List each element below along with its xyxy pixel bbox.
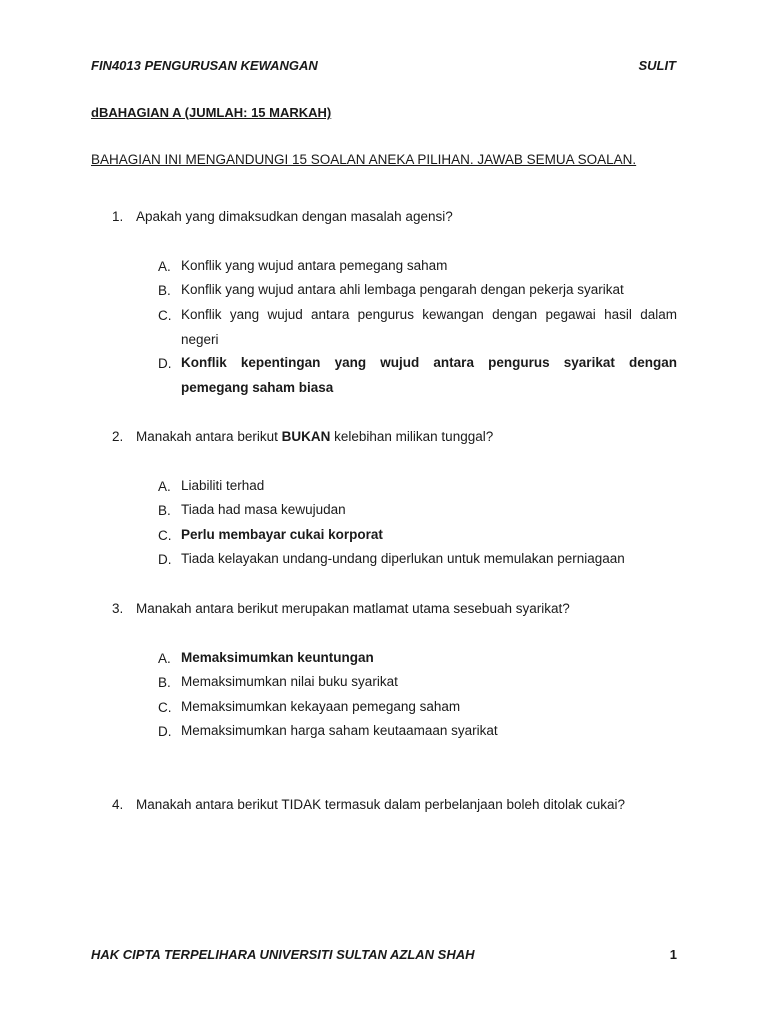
question-text: Apakah yang dimaksudkan dengan masalah agensi? bbox=[136, 209, 453, 224]
option-text: Konflik yang wujud antara ahli lembaga pengarah dengan pekerja syarikat bbox=[181, 282, 624, 297]
option-text-answer: Memaksimumkan keuntungan bbox=[181, 650, 374, 665]
option-text-line: Konflik yang wujud antara pengurus kewangan dengan pegawai hasil dalam bbox=[181, 307, 677, 322]
option-text-answer bbox=[181, 351, 677, 400]
option-letter: A. bbox=[158, 259, 171, 274]
question-text-part: kelebihan milikan tunggal? bbox=[334, 429, 494, 444]
instructions: BAHAGIAN INI MENGANDUNGI 15 SOALAN ANEKA PILIHAN. JAWAB SEMUA SOALAN. bbox=[91, 152, 637, 167]
option-text bbox=[181, 303, 677, 352]
section-title: dBAHAGIAN A (JUMLAH: 15 MARKAH) bbox=[91, 105, 332, 120]
option-letter: B. bbox=[158, 503, 171, 518]
option-text-answer: Perlu membayar cukai korporat bbox=[181, 527, 383, 542]
option-text-line: pemegang saham biasa bbox=[181, 379, 334, 395]
question-number: 2. bbox=[112, 429, 124, 444]
page-number: 1 bbox=[669, 947, 677, 962]
question-number: 3. bbox=[112, 601, 124, 616]
option-letter: D. bbox=[158, 356, 172, 371]
option-letter: D. bbox=[158, 552, 172, 567]
option-text: Liabiliti terhad bbox=[181, 478, 265, 493]
option-letter: A. bbox=[158, 651, 171, 666]
option-letter: C. bbox=[158, 528, 172, 543]
option-text: Memaksimumkan kekayaan pemegang saham bbox=[181, 699, 461, 714]
question-number: 4. bbox=[112, 797, 124, 812]
option-letter: B. bbox=[158, 283, 171, 298]
classification-label: SULIT bbox=[638, 58, 676, 73]
option-text: Tiada kelayakan undang-undang diperlukan untuk memulakan perniagaan bbox=[181, 551, 625, 566]
option-letter: D. bbox=[158, 724, 172, 739]
copyright-footer: HAK CIPTA TERPELIHARA UNIVERSITI SULTAN AZLAN SHAH bbox=[91, 947, 475, 962]
option-text: Memaksimumkan harga saham keutaamaan syarikat bbox=[181, 723, 498, 738]
option-letter: A. bbox=[158, 479, 171, 494]
option-letter: C. bbox=[158, 308, 172, 323]
question-text bbox=[136, 429, 493, 444]
question-emphasis: BUKAN bbox=[281, 429, 331, 444]
option-text-line: negeri bbox=[181, 331, 219, 347]
question-number: 1. bbox=[112, 209, 124, 224]
question-text-part: Manakah antara berikut bbox=[136, 429, 278, 444]
course-header: FIN4013 PENGURUSAN KEWANGAN bbox=[91, 58, 318, 73]
question-text: Manakah antara berikut TIDAK termasuk dalam perbelanjaan boleh ditolak cukai? bbox=[136, 797, 626, 812]
option-text-line: Konflik kepentingan yang wujud antara pengurus syarikat dengan bbox=[181, 355, 677, 370]
option-letter: C. bbox=[158, 700, 172, 715]
question-text: Manakah antara berikut merupakan matlamat utama sesebuah syarikat? bbox=[136, 601, 570, 616]
option-text: Memaksimumkan nilai buku syarikat bbox=[181, 674, 398, 689]
option-text: Tiada had masa kewujudan bbox=[181, 502, 346, 517]
option-letter: B. bbox=[158, 675, 171, 690]
option-text: Konflik yang wujud antara pemegang saham bbox=[181, 258, 448, 273]
